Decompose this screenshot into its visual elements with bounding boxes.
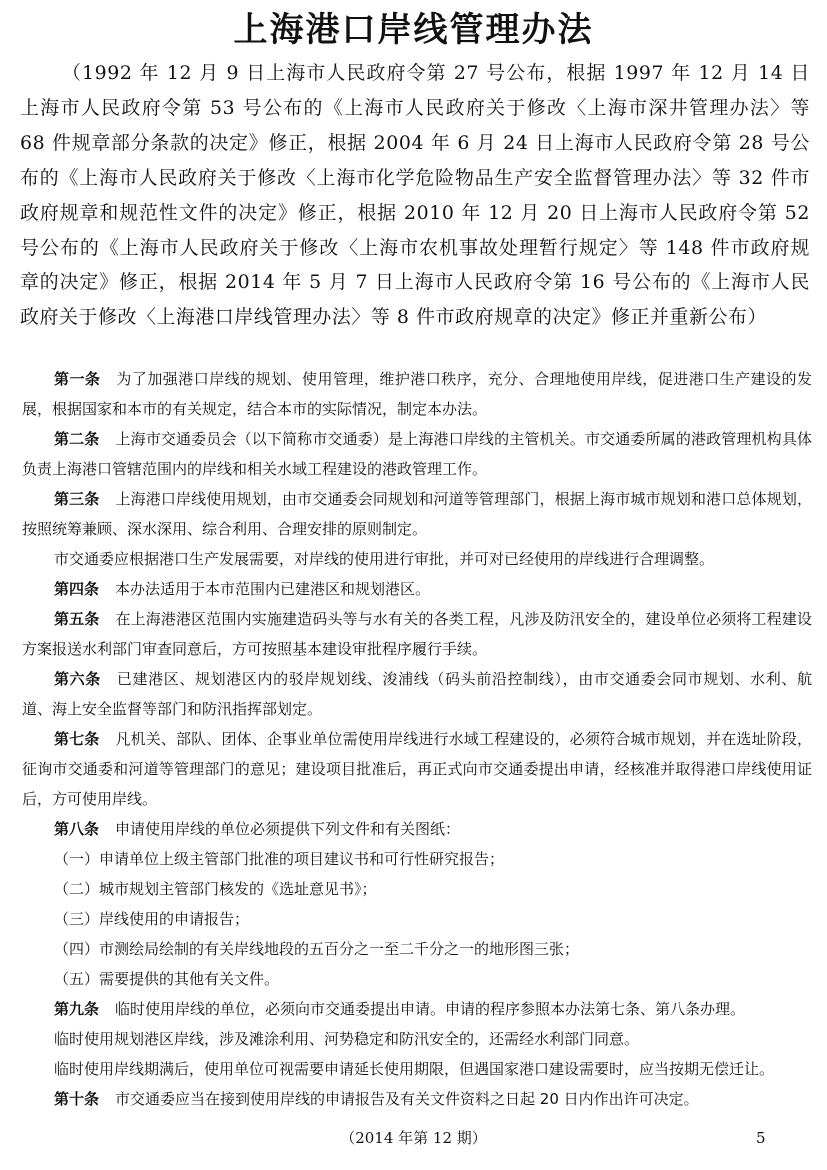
article-paragraph <box>22 724 812 814</box>
article-number: 第十条 <box>54 1090 100 1108</box>
paragraph <box>22 1024 812 1054</box>
paragraph-text: 本办法适用于本市范围内已建港区和规划港区。 <box>115 580 431 598</box>
document-title: 上海港口岸线管理办法 <box>233 10 594 50</box>
paragraph-text: 已建港区、规划港区内的驳岸规划线、浚浦线（码头前沿控制线），由市交通委会同市规划、水利、航道、海上安全监督等部门和防汛指挥部划定。 <box>22 670 812 718</box>
paragraph-text: 在上海港港区范围内实施建造码头等与水有关的各类工程，凡涉及防汛安全的，建设单位必须将工程建设方案报送水利部门审查同意后，方可按照基本建设审批程序履行手续。 <box>22 610 812 658</box>
paragraph-text: 市交通委应当在接到使用岸线的申请报告及有关文件资料之日起 20 日内作出许可决定。 <box>115 1090 699 1108</box>
list-item <box>22 934 812 964</box>
paragraph-text: （二）城市规划主管部门核发的《选址意见书》； <box>54 880 377 898</box>
paragraph <box>22 544 812 574</box>
paragraph-text: （一）申请单位上级主管部门批准的项目建议书和可行性研究报告； <box>54 850 505 868</box>
paragraph <box>22 1054 812 1084</box>
list-item <box>22 904 812 934</box>
paragraph-text: 市交通委应根据港口生产发展需要，对岸线的使用进行审批，并可对已经使用的岸线进行合理调整。 <box>54 550 715 568</box>
paragraph-text: 临时使用岸线期满后，使用单位可视需要申请延长使用期限，但遇国家港口建设需要时，应当按期无偿迁让。 <box>54 1060 775 1078</box>
article-number: 第六条 <box>54 670 101 688</box>
issue-label: （2014 年第 12 期） <box>340 1129 487 1147</box>
article-paragraph <box>22 604 812 664</box>
paragraph-text: 临时使用岸线的单位，必须向市交通委提出申请。申请的程序参照本办法第七条、第八条办理。 <box>115 1000 746 1018</box>
article-number: 第九条 <box>54 1000 100 1018</box>
article-paragraph <box>22 814 812 844</box>
article-paragraph <box>22 994 812 1024</box>
article-paragraph <box>22 424 812 484</box>
document-body <box>22 364 812 1114</box>
article-number: 第七条 <box>54 730 100 748</box>
list-item <box>22 874 812 904</box>
paragraph-text: 为了加强港口岸线的规划、使用管理，维护港口秩序，充分、合理地使用岸线，促进港口生产建设的发展，根据国家和本市的有关规定，结合本市的实际情况，制定本办法。 <box>22 370 812 418</box>
article-paragraph <box>22 664 812 724</box>
page-footer <box>0 1124 827 1152</box>
paragraph-text: 上海港口岸线使用规划，由市交通委会同规划和河道等管理部门，根据上海市城市规划和港口总体规划，按照统筹兼顾、深水深用、综合利用、合理安排的原则制定。 <box>22 490 812 538</box>
page-number: 5 <box>756 1129 766 1147</box>
paragraph-text: （五）需要提供的其他有关文件。 <box>54 970 280 988</box>
paragraph-text: 上海市交通委员会（以下简称市交通委）是上海港口岸线的主管机关。市交通委所属的港政管理机构具体负责上海港口管辖范围内的岸线和相关水域工程建设的港政管理工作。 <box>22 430 812 478</box>
article-paragraph <box>22 1084 812 1114</box>
article-number: 第五条 <box>54 610 100 628</box>
paragraph-text: 临时使用规划港区岸线，涉及滩涂利用、河势稳定和防汛安全的，还需经水利部门同意。 <box>54 1030 640 1048</box>
article-paragraph <box>22 484 812 544</box>
promulgation-text: （1992 年 12 月 9 日上海市人民政府令第 27 号公布，根据 1997 年 12 月 14 日上海市人民政府令第 53 号公布的《上海市人民政府关于修改〈上海市深井管理办法〉等 68 件规章部分条款的决定》修正，根据 2004 年 6 月 24 日上海市人民政府令第 28 号公布的《上海市人民政府关于修改〈上海市化学危险物品生产安全监督管理办法〉等 32 件市政府规章和规范性文件的决定》修正，根据 2010 年 12 月 20 日上海市人民政府令第 52 号公布的《上海市人民政府关于修改〈上海市农机事故处理暂行规定〉等 148 件市政府规章的决定》修正，根据 2014 年 5 月 7 日上海市人民政府令第 16 号公布的《上海市人民政府关于修改〈上海港口岸线管理办法〉等 8 件市政府规章的决定》修正并重新公布） <box>20 62 810 329</box>
article-number: 第三条 <box>54 490 100 508</box>
paragraph-text: （三）岸线使用的申请报告； <box>54 910 250 928</box>
article-number: 第四条 <box>54 580 100 598</box>
article-paragraph <box>22 574 812 604</box>
article-number: 第二条 <box>54 430 100 448</box>
paragraph-text: 申请使用岸线的单位必须提供下列文件和有关图纸： <box>115 820 461 838</box>
paragraph-text: 凡机关、部队、团体、企事业单位需使用岸线进行水域工程建设的，必须符合城市规划，并在选址阶段，征询市交通委和河道等管理部门的意见；建设项目批准后，再正式向市交通委提出申请，经核准并取得港口岸线使用证后，方可使用岸线。 <box>22 730 812 808</box>
paragraph-text: （四）市测绘局绘制的有关岸线地段的五百分之一至二千分之一的地形图三张； <box>54 940 580 958</box>
article-number: 第八条 <box>54 820 100 838</box>
list-item <box>22 964 812 994</box>
article-number: 第一条 <box>54 370 101 388</box>
article-paragraph <box>22 364 812 424</box>
promulgation-note <box>20 56 810 335</box>
list-item <box>22 844 812 874</box>
